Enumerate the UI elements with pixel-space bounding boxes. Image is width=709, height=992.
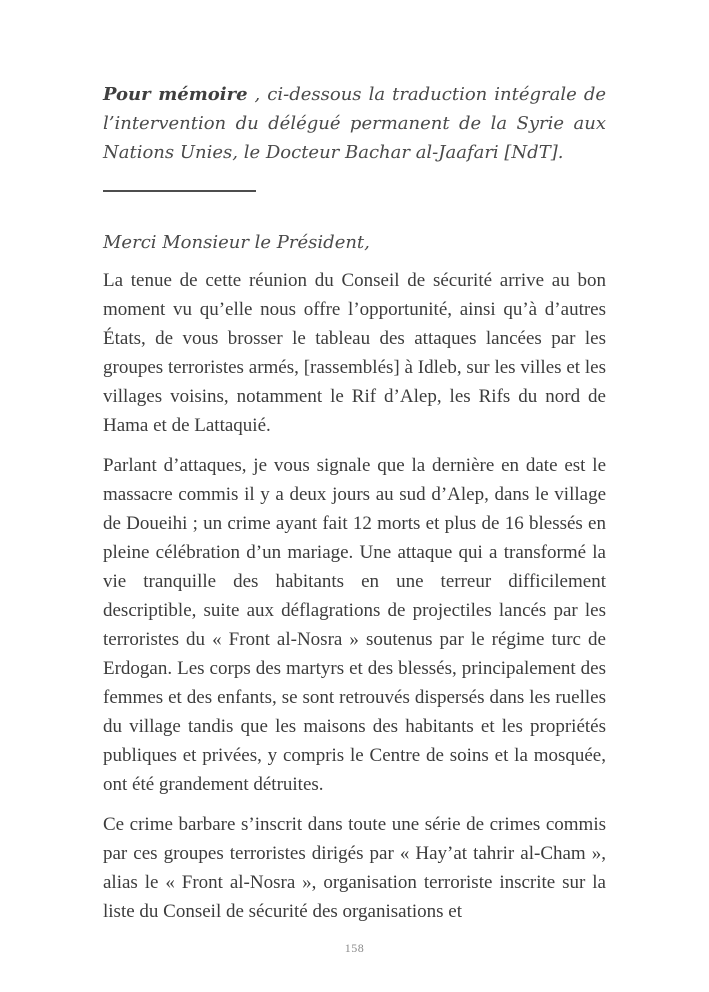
page-content	[103, 80, 606, 926]
section-divider	[103, 190, 256, 192]
body-paragraph: Parlant d’attaques, je vous signale que la dernière en date est le massacre commis il y a deux jours au sud d’Alep, dans le village de Doueihi ; un crime ayant fait 12 morts et plus de 16 blessés en pleine célébration d’un mariage. Une attaque qui a transformé la vie tranquille des habitants en une terreur difficilement descriptible, suite aux déflagrations de projectiles lancés par les terroristes du « Front al-Nosra » soutenus par le régime turc de Erdogan. Les corps des martyrs et des blessés, principalement des femmes et des enfants, se sont retrouvés dispersés dans les ruelles du village tandis que les maisons des habitants et les propriétés publiques et privées, y compris le Centre de soins et la mosquée, ont été grandement détruites.	[103, 455, 606, 795]
intro-note	[103, 80, 606, 167]
salutation: Merci Monsieur le Président,	[103, 232, 370, 253]
intro-text: , ci-dessous la traduction intégrale de l’intervention du délégué permanent de la Syrie aux Nations Unies, le Docteur Bachar al-Jaafari [NdT].	[103, 84, 607, 163]
body-paragraph: La tenue de cette réunion du Conseil de sécurité arrive au bon moment vu qu’elle nous offre l’opportunité, ainsi qu’à d’autres États, de vous brosser le tableau des attaques lancées par les groupes terroristes armés, [rassemblés] à Idleb, sur les villes et les villages voisins, notamment le Rif d’Alep, les Rifs du nord de Hama et de Lattaquié.	[103, 270, 606, 436]
intro-lead: Pour mémoire	[103, 84, 248, 105]
page-number: 158	[344, 941, 365, 955]
body-paragraph: Ce crime barbare s’inscrit dans toute une série de crimes commis par ces groupes terroristes dirigés par « Hay’at tahrir al-Cham », alias le « Front al-Nosra », organisation terroriste inscrite sur la liste du Conseil de sécurité des organisations et	[103, 814, 606, 922]
